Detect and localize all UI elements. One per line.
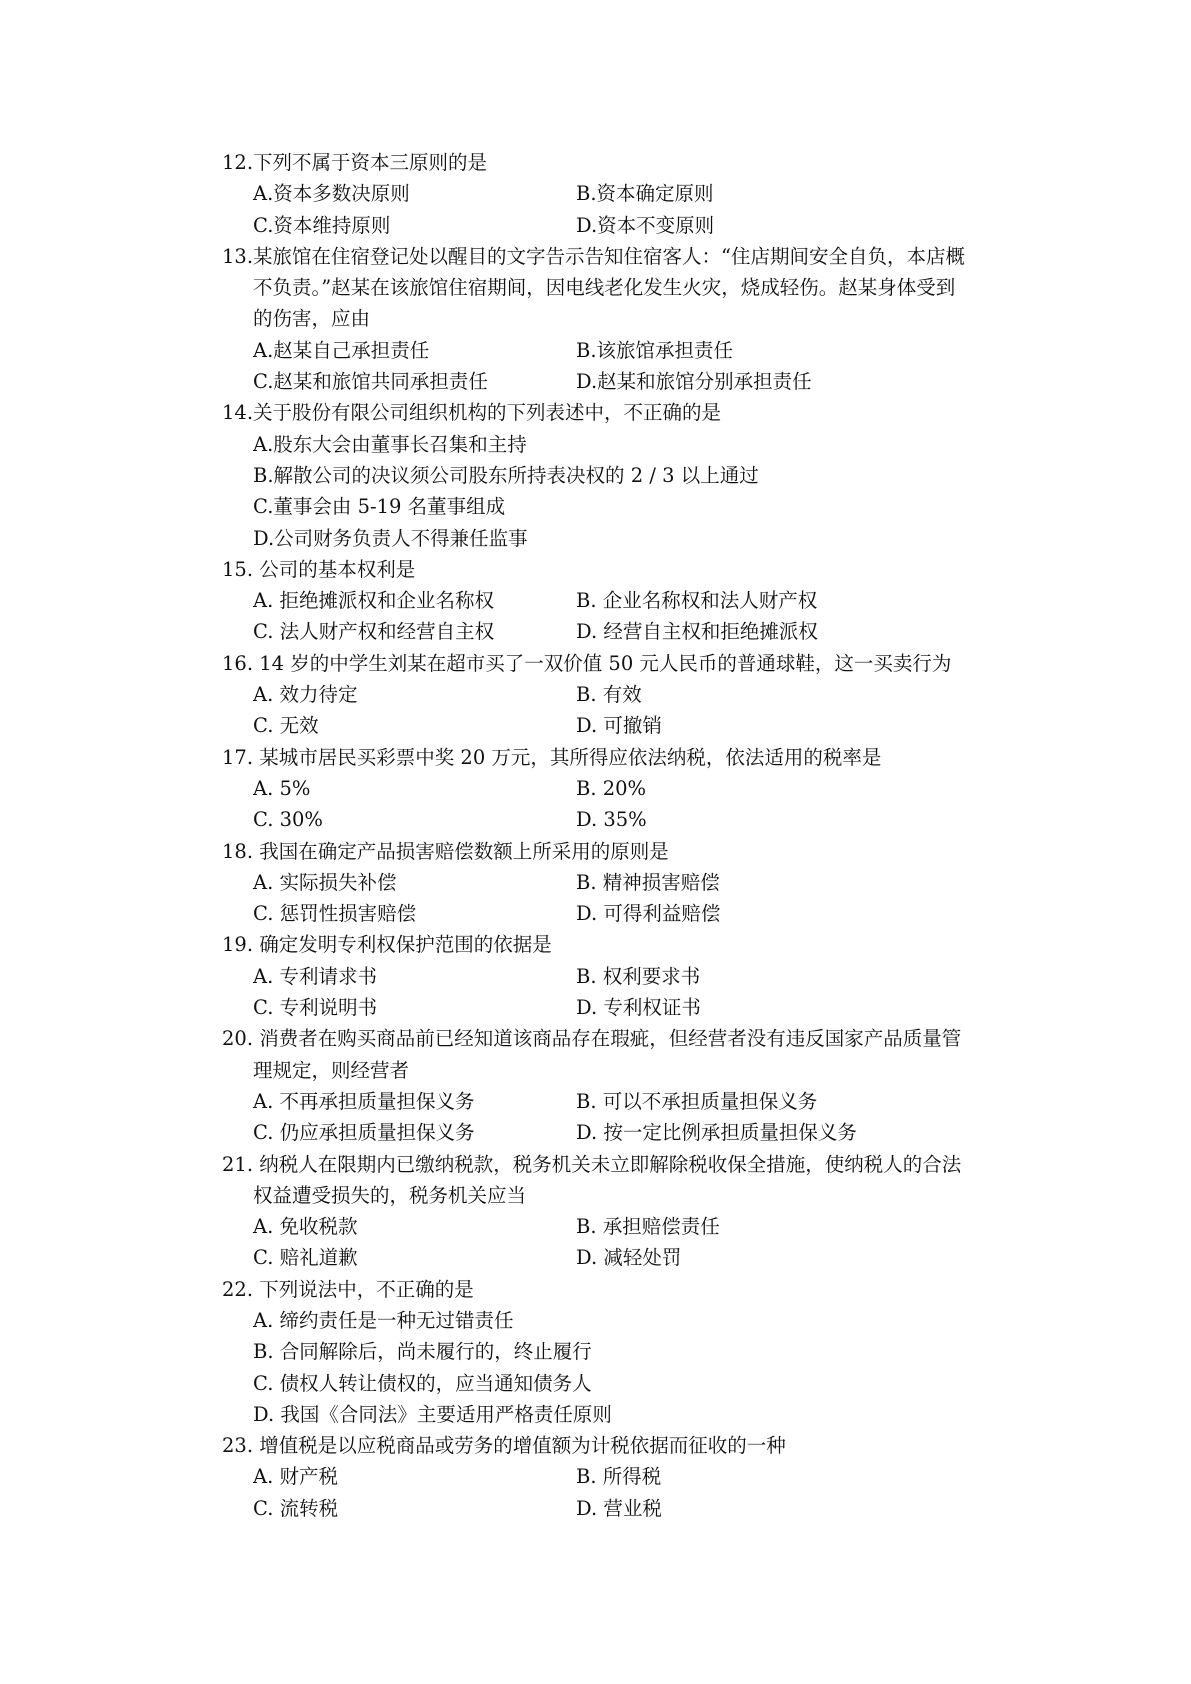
question-stem: 20. 消费者在购买商品前已经知道该商品存在瑕疵，但经营者没有违反国家产品质量管	[222, 1027, 962, 1051]
question-stem: 16. 14 岁的中学生刘某在超市买了一双价值 50 元人民币的普通球鞋，这一买卖行为	[222, 651, 952, 675]
question-block	[222, 648, 1042, 742]
answer-option: B. 精神损害赔偿	[576, 870, 720, 894]
answer-option: C.董事会由 5-19 名董事组成	[253, 495, 506, 519]
question-block	[222, 1274, 1042, 1430]
answer-option: A. 5%	[253, 776, 311, 800]
question-stem: 15. 公司的基本权利是	[222, 557, 416, 581]
question-block	[222, 836, 1042, 930]
answer-option: B. 20%	[576, 776, 647, 800]
answer-option: D.公司财务负责人不得兼任监事	[253, 526, 528, 550]
question-stem: 12.下列不属于资本三原则的是	[222, 151, 488, 174]
answer-option: C. 仍应承担质量担保义务	[253, 1121, 475, 1145]
option-row	[222, 366, 1042, 397]
answer-option: B. 承担赔偿责任	[576, 1215, 720, 1239]
answer-option: D. 可得利益赔偿	[576, 902, 721, 926]
option-row	[222, 1461, 1042, 1492]
question-stem: 19. 确定发明专利权保护范围的依据是	[222, 933, 552, 957]
answer-option: C.资本维持原则	[253, 213, 391, 237]
answer-option: B. 企业名称权和法人财产权	[576, 589, 818, 613]
question-block	[222, 147, 1042, 241]
option-row	[222, 773, 1042, 804]
answer-option: C. 无效	[253, 714, 319, 738]
question-stem: 18. 我国在确定产品损害赔偿数额上所采用的原则是	[222, 839, 669, 863]
question-block	[222, 1430, 1042, 1524]
question-block	[222, 397, 1042, 553]
answer-option: D.资本不变原则	[576, 213, 715, 237]
answer-option: D.赵某和旅馆分别承担责任	[576, 370, 812, 394]
question-block	[222, 1023, 1042, 1148]
question-stem: 权益遭受损失的，税务机关应当	[253, 1183, 527, 1207]
question-stem: 的伤害，应由	[253, 307, 371, 331]
answer-option: A. 效力待定	[253, 683, 358, 707]
answer-option: B. 可以不承担质量担保义务	[576, 1089, 818, 1113]
answer-option: B. 合同解除后，尚未履行的，终止履行	[253, 1340, 592, 1364]
answer-option: B. 权利要求书	[576, 964, 701, 988]
answer-option: D. 按一定比例承担质量担保义务	[576, 1121, 857, 1145]
answer-option: C. 法人财产权和经营自主权	[253, 620, 495, 644]
option-row	[222, 961, 1042, 992]
answer-option: B.资本确定原则	[576, 182, 714, 206]
answer-option: D. 专利权证书	[576, 996, 701, 1020]
option-row	[222, 1336, 1042, 1367]
option-row	[222, 804, 1042, 835]
question-stem: 14.关于股份有限公司组织机构的下列表述中，不正确的是	[222, 401, 722, 425]
option-row	[222, 867, 1042, 898]
answer-option: A.赵某自己承担责任	[253, 338, 430, 362]
option-row	[222, 429, 1042, 460]
option-row	[222, 679, 1042, 710]
answer-option: B. 所得税	[576, 1465, 662, 1489]
option-row	[222, 460, 1042, 491]
option-row	[222, 523, 1042, 554]
question-block	[222, 554, 1042, 648]
question-block	[222, 929, 1042, 1023]
answer-option: A. 实际损失补偿	[253, 870, 397, 894]
option-row	[222, 585, 1042, 616]
answer-option: C. 专利说明书	[253, 996, 378, 1020]
question-stem: 22. 下列说法中，不正确的是	[222, 1277, 474, 1301]
question-stem: 理规定，则经营者	[253, 1058, 410, 1082]
option-row	[222, 898, 1042, 929]
option-row	[222, 335, 1042, 366]
answer-option: A. 缔约责任是一种无过错责任	[253, 1308, 514, 1332]
answer-option: A. 免收税款	[253, 1215, 358, 1239]
question-block	[222, 1149, 1042, 1274]
question-stem: 23. 增值税是以应税商品或劳务的增值额为计税依据而征收的一种	[222, 1434, 786, 1458]
option-row	[222, 1305, 1042, 1336]
answer-option: C. 赔礼道歉	[253, 1246, 358, 1270]
answer-option: A. 专利请求书	[253, 964, 377, 988]
question-block	[222, 241, 1042, 397]
answer-option: C. 流转税	[253, 1496, 339, 1520]
option-row	[222, 1242, 1042, 1273]
option-row	[222, 1399, 1042, 1430]
answer-option: D. 减轻处罚	[576, 1246, 682, 1270]
question-stem: 不负责。”赵某在该旅馆住宿期间，因电线老化发生火灾，烧成轻伤。赵某身体受到	[253, 276, 956, 300]
option-row	[222, 210, 1042, 241]
option-row	[222, 178, 1042, 209]
answer-option: B. 有效	[576, 683, 642, 707]
option-row	[222, 1086, 1042, 1117]
answer-option: A. 财产税	[253, 1465, 338, 1489]
question-stem: 13.某旅馆在住宿登记处以醒目的文字告示告知住宿客人：“住店期间安全自负，本店概	[222, 244, 965, 268]
exam-page-body	[222, 147, 1042, 1524]
option-row	[222, 1493, 1042, 1524]
answer-option: C.赵某和旅馆共同承担责任	[253, 370, 488, 394]
option-row	[222, 1211, 1042, 1242]
question-stem: 17. 某城市居民买彩票中奖 20 万元，其所得应依法纳税，依法适用的税率是	[222, 745, 882, 769]
question-block	[222, 742, 1042, 836]
answer-option: B.解散公司的决议须公司股东所持表决权的 2 / 3 以上通过	[253, 463, 759, 487]
answer-option: A. 拒绝摊派权和企业名称权	[253, 589, 494, 613]
answer-option: B.该旅馆承担责任	[576, 338, 734, 362]
question-stem: 21. 纳税人在限期内已缴纳税款，税务机关未立即解除税收保全措施，使纳税人的合法	[222, 1152, 962, 1176]
option-row	[222, 992, 1042, 1023]
answer-option: D. 可撤销	[576, 714, 662, 738]
answer-option: D. 我国《合同法》主要适用严格责任原则	[253, 1402, 612, 1426]
answer-option: A. 不再承担质量担保义务	[253, 1089, 475, 1113]
answer-option: A.股东大会由董事长召集和主持	[253, 432, 527, 456]
answer-option: D. 经营自主权和拒绝摊派权	[576, 620, 818, 644]
answer-option: C. 惩罚性损害赔偿	[253, 902, 417, 926]
option-row	[222, 1368, 1042, 1399]
answer-option: D. 营业税	[576, 1496, 662, 1520]
answer-option: A.资本多数决原则	[253, 182, 410, 206]
answer-option: C. 债权人转让债权的，应当通知债务人	[253, 1371, 592, 1395]
option-row	[222, 1117, 1042, 1148]
answer-option: D. 35%	[576, 808, 647, 832]
option-row	[222, 616, 1042, 647]
option-row	[222, 710, 1042, 741]
option-row	[222, 491, 1042, 522]
answer-option: C. 30%	[253, 808, 323, 832]
